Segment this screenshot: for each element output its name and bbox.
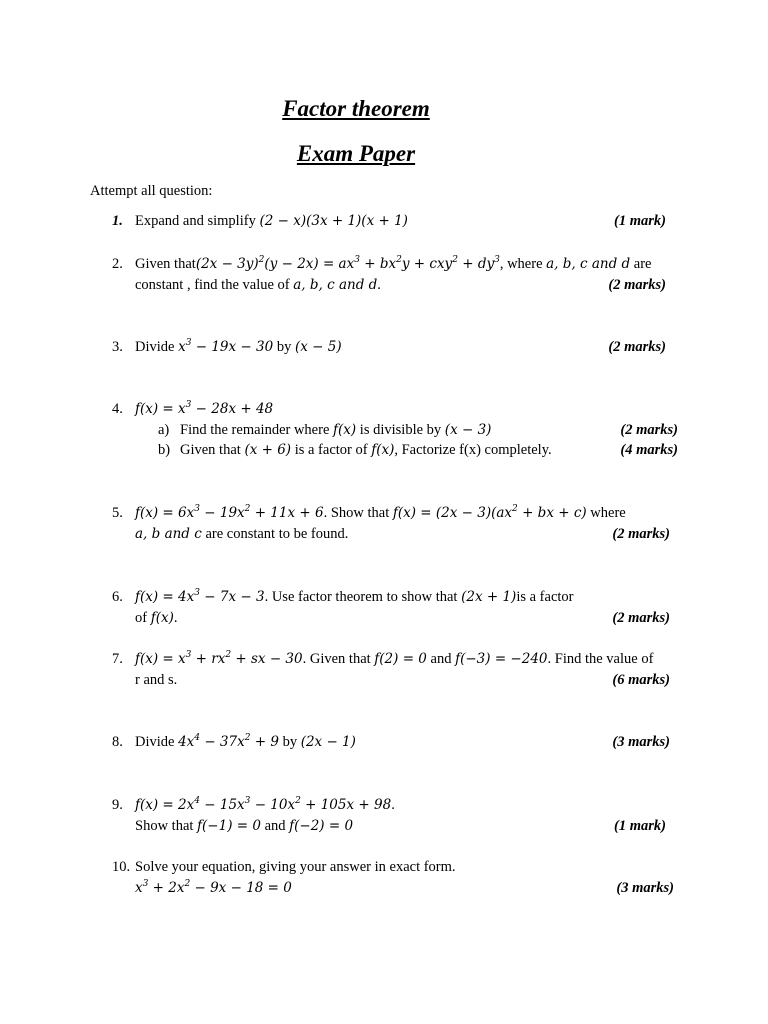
question-number: 3.	[112, 339, 123, 355]
question-6: 6. $f(x) = 4x^3 - 7x - 3$. Use factor theorem to show that (2x + 1)is a factor of f(x). (2 marks)	[112, 587, 674, 628]
question-5: 5. $f(x) = 6x^3 - 19x^2 + 11x + 6$. Show that $f(x) = (2x - 3)(ax^2$ + bx + c) where a, b and c are constant to be found. (2 marks)	[112, 503, 674, 544]
question-number: 4.	[112, 401, 123, 417]
question-2: 2. Given that(2x − $3y)^2(y - 2x) = ax^3 + bx^2y + cxy^2 + dy^3$, where a, b, c and d are constant , find the value of a, b, c and d. (2 marks)	[112, 254, 674, 295]
question-number: 7.	[112, 651, 123, 667]
question-number: 9.	[112, 797, 123, 813]
marks: (3 marks)	[612, 734, 670, 750]
question-1: 1. Expand and simplify (2 − x)(3x + 1)(x + 1) (1 mark)	[112, 211, 674, 232]
marks: (2 marks)	[608, 339, 666, 355]
question-3: 3. Divide $x^3 - 19x - 30$ by (x − 5) (2 marks)	[112, 337, 674, 358]
document-title: Factor theorem	[282, 96, 430, 121]
question-7: 7. $f(x) = x^3 + rx^2$ + sx − 30. Given that f(2) = 0 and f(−3) = −240. Find the value of r and s. (6 marks)	[112, 649, 674, 690]
marks: (6 marks)	[612, 671, 670, 688]
question-10: 10. Solve your equation, giving your answer in exact form. $x^3 + 2x^2 - 9x - 18 = 0$ (3 marks)	[112, 857, 674, 898]
sub-question-a: a) Find the remainder where f(x) is divisible by (x − 3) (2 marks)	[158, 420, 674, 441]
marks: (2 marks)	[608, 276, 666, 293]
question-9: 9. $f(x) = 2x^4 - 15x^3 - 10x^2 + 105x + 98$. Show that f(−1) = 0 and f(−2) = 0 (1 mark)	[112, 795, 674, 836]
sub-question-b: b) Given that (x + 6) is a factor of f(x), Factorize f(x) completely. (4 marks)	[158, 440, 674, 461]
marks: (2 marks)	[620, 421, 678, 438]
question-4: 4. $f(x) = x^3 - 28x + 48$ a) Find the remainder where f(x) is divisible by (x − 3) (2 marks) b) Given that (x + 6) is a factor of f(x), Factorize f(x) completely. (4 marks)	[112, 399, 674, 461]
instructions: Attempt all question:	[90, 183, 213, 199]
marks: (3 marks)	[616, 879, 674, 896]
question-number: 2.	[112, 256, 123, 272]
question-number: 6.	[112, 589, 123, 605]
question-8: 8. Divide $4x^4 - 37x^2 + 9$ by (2x − 1) (3 marks)	[112, 732, 674, 753]
marks: (2 marks)	[612, 525, 670, 542]
marks: (1 mark)	[614, 213, 666, 229]
marks: (2 marks)	[612, 609, 670, 626]
marks: (4 marks)	[620, 442, 678, 458]
question-number: 5.	[112, 505, 123, 521]
question-number: 8.	[112, 734, 123, 750]
question-number: 10.	[112, 859, 131, 875]
marks: (1 mark)	[614, 817, 666, 834]
question-number: 1.	[112, 213, 123, 229]
document-subtitle: Exam Paper	[296, 141, 416, 166]
